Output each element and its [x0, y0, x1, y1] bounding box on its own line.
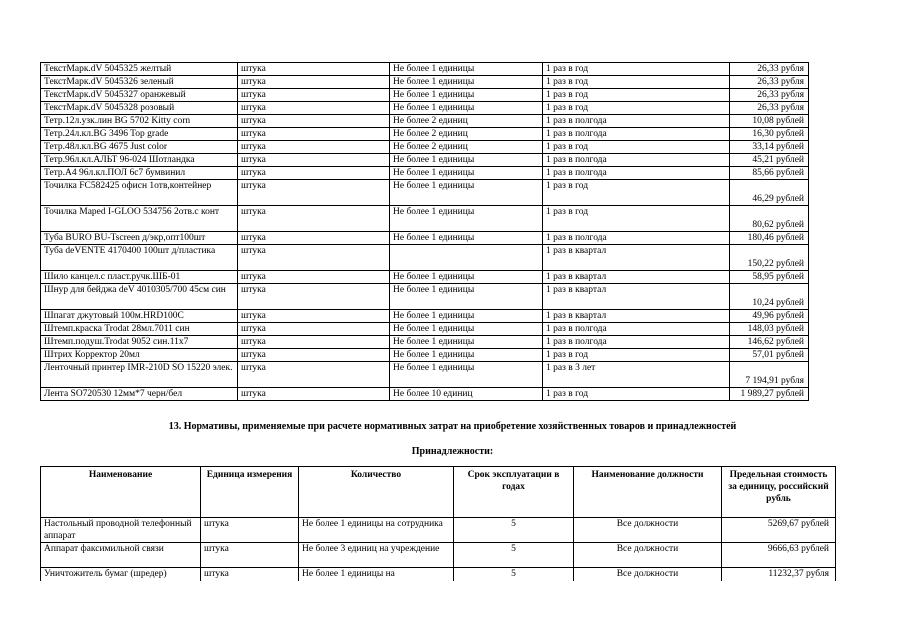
cell-name: Штрих Корректор 20мл	[41, 349, 238, 362]
cell-price: 16,30 рублей	[730, 128, 809, 141]
cell-name: Ленточный принтер IMR-210D SO 15220 элек.	[41, 362, 238, 388]
table-row	[41, 102, 809, 115]
cell-qty: Не более 1 единицы	[390, 362, 543, 388]
cell-unit: штука	[238, 102, 390, 115]
cell-frequency: 1 раз в год	[543, 349, 730, 362]
table-row	[41, 141, 809, 154]
cell-frequency: 1 раз в квартал	[543, 310, 730, 323]
cell-unit: штука	[238, 310, 390, 323]
cell-unit: штука	[238, 115, 390, 128]
subtitle: Принадлежности:	[411, 446, 494, 457]
cell-qty: Не более 1 единицы	[390, 180, 543, 206]
cell-name: Тетр.24л.кл.BG 3496 Top grade	[41, 128, 238, 141]
cell-qty: Не более 2 единиц	[390, 128, 543, 141]
table-row	[41, 284, 809, 310]
cell-position: Все должности	[574, 568, 722, 582]
cell-frequency: 1 раз в 3 лет	[543, 362, 730, 388]
cell-qty: Не более 1 единицы	[390, 271, 543, 284]
table-row	[41, 518, 836, 543]
cell-frequency: 1 раз в год	[543, 89, 730, 102]
cell-price: 148,03 рублей	[730, 323, 809, 336]
cell-name: ТекстМарк.dV 5045327 оранжевый	[41, 89, 238, 102]
cell-price: 45,21 рублей	[730, 154, 809, 167]
cell-term: 5	[454, 518, 574, 543]
cell-name: Шнур для бейджа deV 4010305/700 45см син	[41, 284, 238, 310]
table-row	[41, 232, 809, 245]
cell-frequency: 1 раз в квартал	[543, 271, 730, 284]
cell-price: 33,14 рублей	[730, 141, 809, 154]
cell-frequency: 1 раз в квартал	[543, 245, 730, 271]
cell-unit: штука	[201, 543, 299, 568]
cell-frequency: 1 раз в полгода	[543, 115, 730, 128]
cell-qty: Не более 1 единицы	[390, 232, 543, 245]
cell-price: 5269,67 рублей	[722, 518, 836, 543]
cell-frequency: 1 раз в полгода	[543, 154, 730, 167]
cell-unit: штука	[238, 128, 390, 141]
cell-name: ТекстМарк.dV 5045325 желтый	[41, 63, 238, 76]
cell-qty: Не более 1 единицы	[390, 154, 543, 167]
cell-unit: штука	[238, 232, 390, 245]
cell-name: Туба deVENTE 4170400 100шт д/пластика	[41, 245, 238, 271]
cell-unit: штука	[238, 349, 390, 362]
cell-price: 7 194,91 рубля	[730, 362, 809, 388]
cell-name: Точилка Maped I-GLOO 534756 2отв.с конт	[41, 206, 238, 232]
cell-term: 5	[454, 568, 574, 582]
cell-unit: штука	[238, 362, 390, 388]
cell-price: 26,33 рубля	[730, 63, 809, 76]
cell-name: Штемп.краска Trodat 28мл.7011 син	[41, 323, 238, 336]
header-unit: Единица измерения	[201, 467, 299, 518]
table-row	[41, 568, 836, 582]
cell-name: Тетр.96л.кл.АЛЬТ 96-024 Шотландка	[41, 154, 238, 167]
cell-name: Тетр.48л.кл.BG 4675 Just color	[41, 141, 238, 154]
cell-unit: штука	[238, 245, 390, 271]
cell-name: Штемп.подуш.Trodat 9052 син.11х7	[41, 336, 238, 349]
cell-name: Тетр.А4 96л.кл.ПОЛ 6с7 бумвинил	[41, 167, 238, 180]
cell-qty: Не более 1 единицы	[390, 76, 543, 89]
cell-unit: штука	[238, 271, 390, 284]
cell-frequency: 1 раз в квартал	[543, 284, 730, 310]
table-row	[41, 323, 809, 336]
cell-position: Все должности	[574, 543, 722, 568]
cell-qty: Не более 2 единиц	[390, 115, 543, 128]
cell-name: Лента SO720530 12мм*7 черн/бел	[41, 388, 238, 401]
table-row	[41, 167, 809, 180]
cell-unit: штука	[238, 323, 390, 336]
table-row	[41, 180, 809, 206]
cell-term: 5	[454, 543, 574, 568]
cell-qty: Не более 1 единицы	[390, 102, 543, 115]
cell-unit: штука	[238, 89, 390, 102]
cell-price: 57,01 рублей	[730, 349, 809, 362]
cell-qty: Не более 1 единицы	[390, 63, 543, 76]
table-row	[41, 245, 809, 271]
header-price: Предельная стоимость за единицу, российский рубль	[722, 467, 836, 518]
cell-unit: штука	[238, 206, 390, 232]
cell-unit: штука	[201, 568, 299, 582]
cell-qty: Не более 2 единиц	[390, 141, 543, 154]
cell-frequency: 1 раз в полгода	[543, 232, 730, 245]
accessories-table	[40, 466, 836, 581]
cell-qty: Не более 1 единицы	[390, 336, 543, 349]
cell-name: Настольный проводной телефонный аппарат	[41, 518, 201, 543]
table-row	[41, 115, 809, 128]
cell-qty: Не более 1 единицы	[390, 167, 543, 180]
cell-frequency: 1 раз в полгода	[543, 323, 730, 336]
section-title: 13. Нормативы, применяемые при расчете нормативных затрат на приобретение хозяйственных товаров и принадлежностей	[168, 421, 737, 432]
cell-price: 80,62 рублей	[730, 206, 809, 232]
header-term: Срок эксплуатации в годах	[454, 467, 574, 518]
cell-unit: штука	[238, 63, 390, 76]
table-row	[41, 206, 809, 232]
table-row	[41, 362, 809, 388]
cell-name: Уничтожитель бумаг (шредер)	[41, 568, 201, 582]
accessories-table-body	[41, 518, 836, 582]
table-row	[41, 388, 809, 401]
cell-name: Аппарат факсимильной связи	[41, 543, 201, 568]
cell-frequency: 1 раз в год	[543, 102, 730, 115]
cell-frequency: 1 раз в год	[543, 180, 730, 206]
cell-unit: штука	[238, 154, 390, 167]
cell-frequency: 1 раз в год	[543, 206, 730, 232]
supplies-table	[40, 62, 809, 401]
cell-qty: Не более 3 единиц на учреждение	[299, 543, 454, 568]
cell-price: 1 989,27 рублей	[730, 388, 809, 401]
cell-unit: штука	[238, 141, 390, 154]
cell-frequency: 1 раз в полгода	[543, 167, 730, 180]
cell-unit: штука	[238, 284, 390, 310]
cell-position: Все должности	[574, 518, 722, 543]
cell-qty: Не более 1 единицы	[390, 284, 543, 310]
cell-qty	[390, 245, 543, 271]
cell-frequency: 1 раз в год	[543, 63, 730, 76]
cell-price: 49,96 рублей	[730, 310, 809, 323]
cell-qty: Не более 1 единицы	[390, 206, 543, 232]
table-row	[41, 63, 809, 76]
cell-price: 26,33 рубля	[730, 102, 809, 115]
cell-name: Шпагат джутовый 100м.HRD100C	[41, 310, 238, 323]
cell-price: 180,46 рублей	[730, 232, 809, 245]
cell-price: 85,66 рублей	[730, 167, 809, 180]
cell-price: 11232,37 рубля	[722, 568, 836, 582]
cell-unit: штука	[238, 180, 390, 206]
cell-price: 26,33 рубля	[730, 89, 809, 102]
header-name: Наименование	[41, 467, 201, 518]
table-row	[41, 271, 809, 284]
cell-name: Туба BURO BU-Tscreen д/экр,опт100шт	[41, 232, 238, 245]
cell-price: 150,22 рублей	[730, 245, 809, 271]
cell-frequency: 1 раз в полгода	[543, 128, 730, 141]
table-row	[41, 543, 836, 568]
table-row	[41, 349, 809, 362]
cell-name: Тетр.12л.узк.лин BG 5702 Kitty corn	[41, 115, 238, 128]
cell-name: Точилка FC582425 офисн 1отв,контейнер	[41, 180, 238, 206]
cell-qty: Не более 1 единицы на	[299, 568, 454, 582]
cell-unit: штука	[238, 336, 390, 349]
cell-qty: Не более 1 единицы	[390, 349, 543, 362]
cell-unit: штука	[238, 76, 390, 89]
cell-price: 9666,63 рублей	[722, 543, 836, 568]
cell-unit: штука	[201, 518, 299, 543]
table-row	[41, 310, 809, 323]
cell-name: ТекстМарк.dV 5045328 розовый	[41, 102, 238, 115]
cell-qty: Не более 1 единицы	[390, 89, 543, 102]
cell-price: 26,33 рубля	[730, 76, 809, 89]
cell-qty: Не более 1 единицы на сотрудника	[299, 518, 454, 543]
table-row	[41, 154, 809, 167]
table-row	[41, 76, 809, 89]
cell-frequency: 1 раз в год	[543, 76, 730, 89]
supplies-table-body	[41, 63, 809, 401]
cell-unit: штука	[238, 167, 390, 180]
cell-frequency: 1 раз в год	[543, 141, 730, 154]
cell-price: 146,62 рублей	[730, 336, 809, 349]
cell-frequency: 1 раз в год	[543, 388, 730, 401]
cell-price: 58,95 рублей	[730, 271, 809, 284]
cell-name: Шило канцел.с пласт.ручк.ШБ-01	[41, 271, 238, 284]
cell-frequency: 1 раз в полгода	[543, 336, 730, 349]
cell-qty: Не более 1 единицы	[390, 310, 543, 323]
header-qty: Количество	[299, 467, 454, 518]
cell-qty: Не более 10 единиц	[390, 388, 543, 401]
header-position: Наименование должности	[574, 467, 722, 518]
cell-qty: Не более 1 единицы	[390, 323, 543, 336]
table-row	[41, 89, 809, 102]
cell-name: ТекстМарк.dV 5045326 зеленый	[41, 76, 238, 89]
table-row	[41, 128, 809, 141]
cell-unit: штука	[238, 388, 390, 401]
cell-price: 10,08 рублей	[730, 115, 809, 128]
cell-price: 46,29 рублей	[730, 180, 809, 206]
table-header-row	[41, 467, 836, 518]
cell-price: 10,24 рублей	[730, 284, 809, 310]
table-row	[41, 336, 809, 349]
